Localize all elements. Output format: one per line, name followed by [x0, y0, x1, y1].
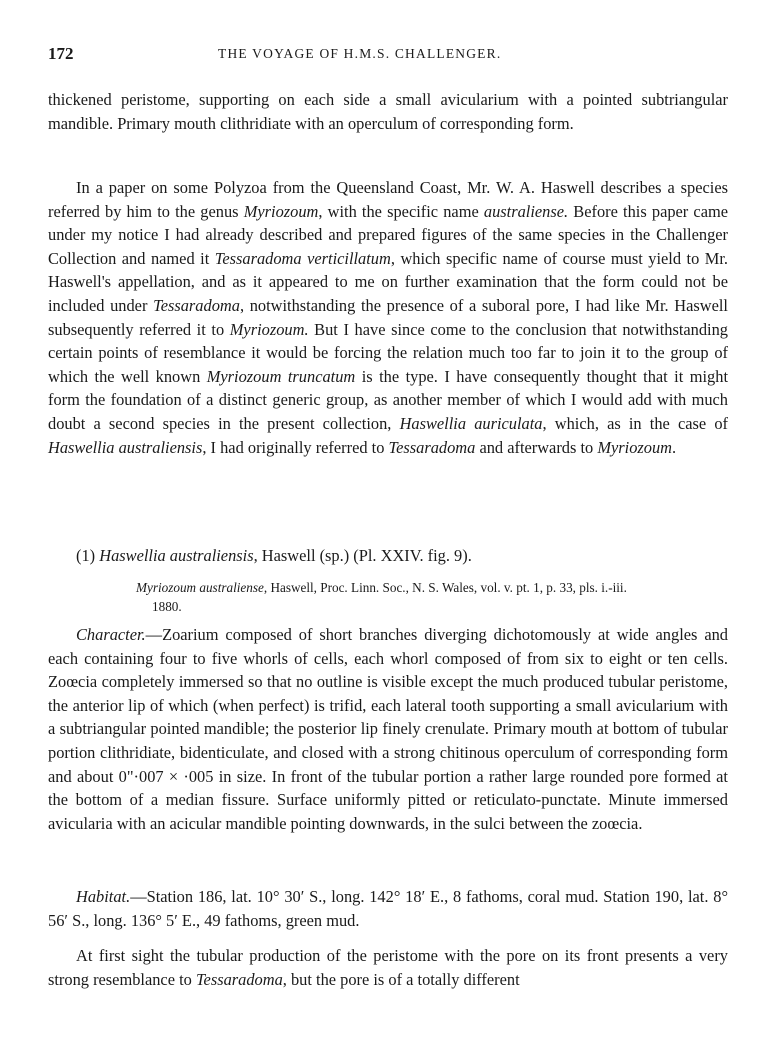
taxon-name: Tessaradoma: [195, 969, 283, 989]
section-text: —Zoarium composed of short branches diverging dichotomously at wide angles and each containing four to five whorls of cells, each whorl composed of from six to eight or ten cells. Zoœcia completely immersed so that no outline is visible except the much produced tubular peristome, the anterior lip of which (when perfect) is trifid, each lateral tooth supporting a small avicularium with a subtriangular pointed mandible; the posterior lip finely crenulate. Primary mouth at bottom of tubular portion clithridiate, bidenticulate, and closed with a strong chitinous operculum of corresponding form and about 0"·007 × ·005 in size. In front of the tubular portion a rather large rounded pore formed at the bottom of a median fissure. Surface uniformly pitted or reticulato-punctate. Minute immersed avicularia with an acicular mandible pointing downwards, in the sulci between the zoœcia.: [48, 625, 728, 833]
section-label: Habitat.: [76, 887, 131, 906]
synonym-year: 1880.: [152, 599, 182, 614]
text-run: and afterwards to: [475, 437, 598, 457]
text-run: But I have since come to the conclusion that notwithstanding certain points of resemblance it would be forcing the relation much too far to join it to the group of which the well known: [48, 319, 728, 386]
habitat-description: [48, 885, 728, 932]
text-run: , but the pore is of a totally different: [282, 969, 520, 989]
text-run: , which specific name of course must yield to Mr. Haswell's appellation, and as it appeared to me on further examination that the form could not be included under: [48, 248, 729, 315]
text-run: In a paper on some Polyzoa from the Queensland Coast, Mr. W. A. Haswell describes a species referred by him to the genus: [48, 178, 728, 221]
taxon-name: Myriozoum: [243, 201, 319, 221]
text-run: , notwithstanding the presence of a suboral pore, I had like Mr. Haswell subsequently referred it to: [48, 295, 728, 339]
taxon-name: Tessaradoma verticillatum: [214, 248, 391, 268]
section-text: —Station 186, lat. 10° 30′ S., long. 142° 18′ E., 8 fathoms, coral mud. Station 190, lat. 8° 56′ S., long. 136° 5′ E., 49 fathoms, green mud.: [48, 887, 728, 930]
page-number: 172: [48, 44, 74, 63]
running-head: THE VOYAGE OF H.M.S. CHALLENGER.: [218, 46, 502, 61]
text-run: Before this paper came under my notice I had already described and prepared figures of the same species in the Challenger Collection and named it: [48, 201, 729, 268]
taxon-name: Myriozoum.: [229, 319, 309, 339]
text-run: At first sight the tubular production of the peristome with the pore on its front presents a very strong resemblance to: [48, 946, 728, 989]
species-heading: [76, 544, 472, 567]
species-number: (1): [76, 546, 96, 565]
character-description: [48, 623, 728, 835]
paragraph-continuation: [48, 88, 728, 135]
taxon-name: Tessaradoma: [153, 295, 240, 315]
synonymy-citation: [136, 578, 728, 616]
taxon-name: Myriozoum truncatum: [206, 366, 356, 386]
text-run: , which, as in the case of: [542, 413, 728, 433]
synonym-name: Myriozoum australiense: [136, 580, 264, 595]
taxon-name: Haswellia australiensis: [48, 437, 203, 457]
taxon-name: australiense.: [483, 201, 569, 221]
text-run: , with the specific name: [318, 201, 484, 221]
taxon-name: Tessaradoma: [388, 437, 476, 457]
synonym-citation: , Haswell, Proc. Linn. Soc., N. S. Wales, vol. v. pt. 1, p. 33, pls. i.-iii.: [263, 580, 627, 595]
taxon-name: Myriozoum: [597, 437, 672, 457]
paragraph-text: thickened peristome, supporting on each side a small avicularium with a pointed subtriangular mandible. Primary mouth clithridiate with an operculum of corresponding form.: [48, 90, 728, 133]
taxon-name: Haswellia auriculata: [399, 413, 543, 433]
paragraph-comparison: [48, 944, 728, 991]
text-run: .: [672, 437, 677, 457]
paragraph-haswell-discussion: [48, 176, 728, 459]
section-label: Character.: [76, 625, 146, 644]
page-header: [48, 44, 728, 66]
text-run: , I had originally referred to: [202, 437, 389, 457]
species-authority: , Haswell (sp.) (Pl. XXIV. fig. 9).: [253, 546, 472, 565]
text-run: is the type. I have consequently thought that it might form the foundation of a distinct generic group, as another member of which I would add with much doubt a second species in the present collection,: [48, 366, 728, 433]
species-name: Haswellia australiensis: [99, 546, 254, 565]
